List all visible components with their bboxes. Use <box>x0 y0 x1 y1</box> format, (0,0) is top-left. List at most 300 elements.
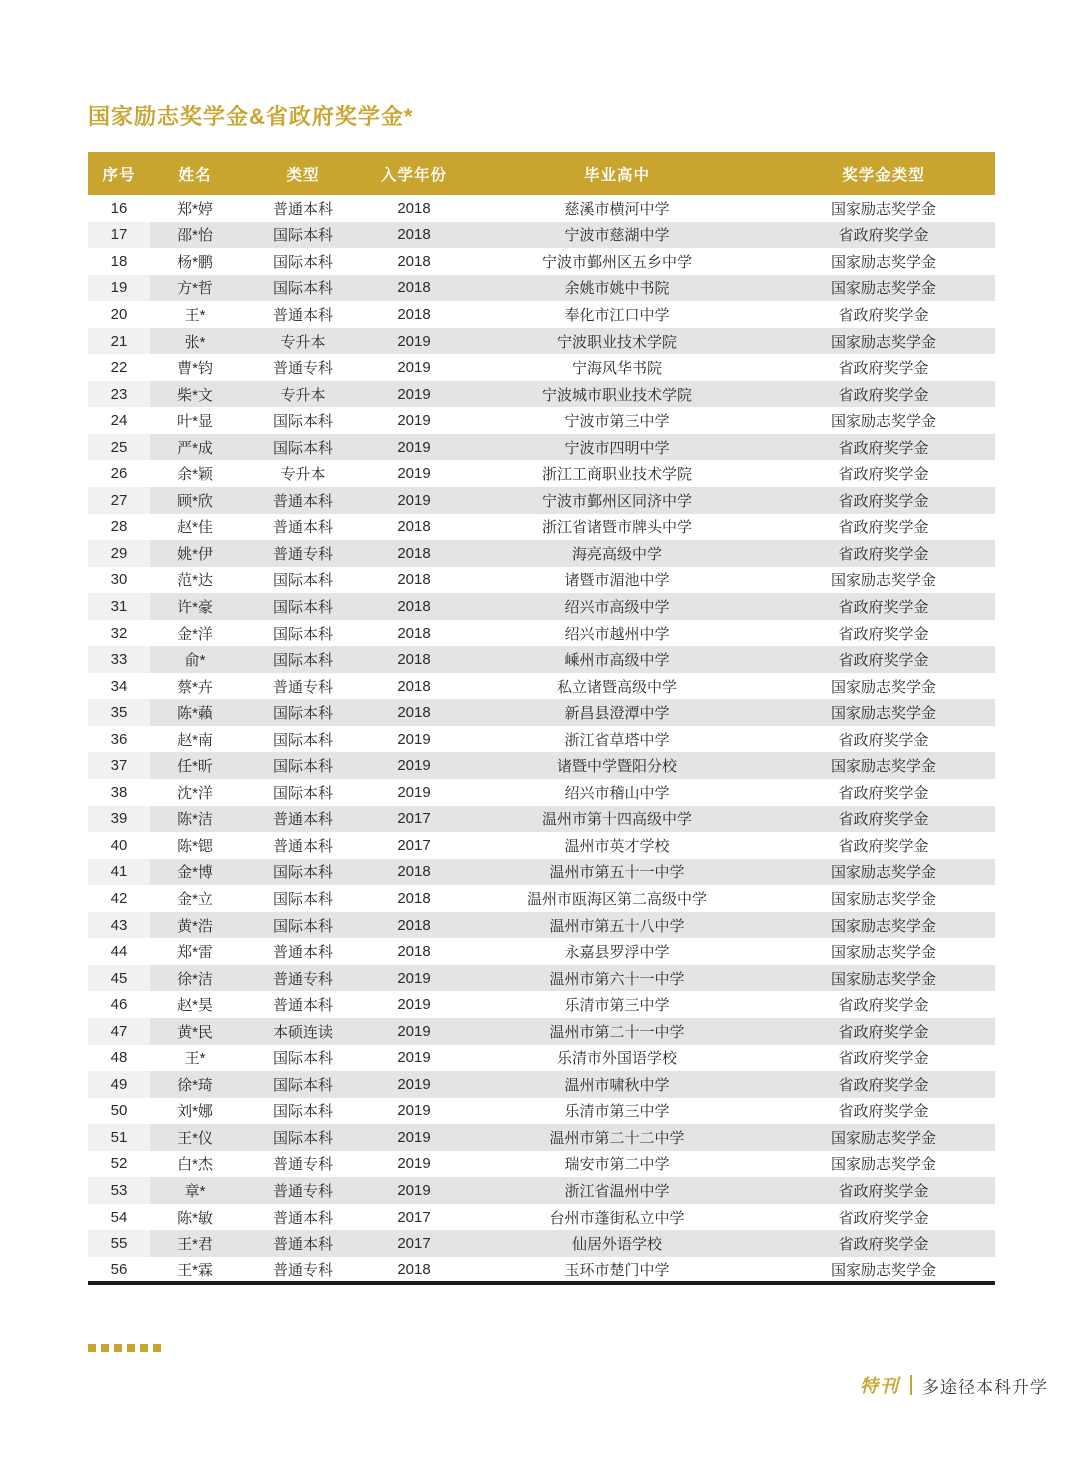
scholarship-cell: 国家励志奖学金 <box>772 938 995 965</box>
index-cell: 55 <box>88 1230 150 1257</box>
school-cell: 乐清市第三中学 <box>462 991 772 1018</box>
scholarship-table <box>88 152 995 1285</box>
name-cell: 王*仪 <box>150 1124 240 1151</box>
table-row <box>88 859 995 886</box>
name-cell: 沈*洋 <box>150 779 240 806</box>
dot <box>114 1344 122 1352</box>
year-cell: 2018 <box>366 1257 462 1284</box>
column-header: 毕业高中 <box>462 152 772 195</box>
scholarship-cell: 省政府奖学金 <box>772 540 995 567</box>
scholarship-cell: 省政府奖学金 <box>772 514 995 541</box>
school-cell: 乐清市第三中学 <box>462 1098 772 1125</box>
school-cell: 宁波市第三中学 <box>462 407 772 434</box>
year-cell: 2018 <box>366 699 462 726</box>
dot <box>127 1344 135 1352</box>
scholarship-cell: 省政府奖学金 <box>772 726 995 753</box>
scholarship-cell: 国家励志奖学金 <box>772 567 995 594</box>
table-row <box>88 965 995 992</box>
footer-separator-bar <box>910 1375 912 1395</box>
index-cell: 17 <box>88 222 150 249</box>
scholarship-cell: 省政府奖学金 <box>772 1018 995 1045</box>
type-cell: 普通本科 <box>240 1204 366 1231</box>
name-cell: 许*豪 <box>150 593 240 620</box>
index-cell: 41 <box>88 859 150 886</box>
table-row <box>88 620 995 647</box>
school-cell: 宁波城市职业技术学院 <box>462 381 772 408</box>
school-cell: 奉化市江口中学 <box>462 301 772 328</box>
school-cell: 浙江工商职业技术学院 <box>462 460 772 487</box>
school-cell: 绍兴市越州中学 <box>462 620 772 647</box>
year-cell: 2018 <box>366 593 462 620</box>
school-cell: 温州市第二十一中学 <box>462 1018 772 1045</box>
table-row <box>88 726 995 753</box>
column-header: 类型 <box>240 152 366 195</box>
school-cell: 温州市第五十一中学 <box>462 859 772 886</box>
year-cell: 2019 <box>366 752 462 779</box>
year-cell: 2018 <box>366 195 462 222</box>
name-cell: 王* <box>150 1045 240 1072</box>
type-cell: 国际本科 <box>240 434 366 461</box>
name-cell: 王*霖 <box>150 1257 240 1284</box>
scholarship-cell: 省政府奖学金 <box>772 354 995 381</box>
index-cell: 38 <box>88 779 150 806</box>
school-cell: 永嘉县罗浮中学 <box>462 938 772 965</box>
table-row <box>88 407 995 434</box>
index-cell: 26 <box>88 460 150 487</box>
scholarship-cell: 省政府奖学金 <box>772 487 995 514</box>
table-row <box>88 354 995 381</box>
type-cell: 国际本科 <box>240 593 366 620</box>
type-cell: 国际本科 <box>240 1045 366 1072</box>
scholarship-cell: 国家励志奖学金 <box>772 699 995 726</box>
table-row <box>88 673 995 700</box>
scholarship-cell: 省政府奖学金 <box>772 620 995 647</box>
index-cell: 22 <box>88 354 150 381</box>
index-cell: 28 <box>88 514 150 541</box>
type-cell: 普通本科 <box>240 806 366 833</box>
name-cell: 陈*洁 <box>150 806 240 833</box>
index-cell: 25 <box>88 434 150 461</box>
index-cell: 43 <box>88 912 150 939</box>
index-cell: 54 <box>88 1204 150 1231</box>
year-cell: 2019 <box>366 965 462 992</box>
type-cell: 国际本科 <box>240 620 366 647</box>
year-cell: 2018 <box>366 540 462 567</box>
type-cell: 普通本科 <box>240 487 366 514</box>
school-cell: 宁波市鄞州区五乡中学 <box>462 248 772 275</box>
year-cell: 2019 <box>366 1045 462 1072</box>
year-cell: 2019 <box>366 1071 462 1098</box>
type-cell: 国际本科 <box>240 912 366 939</box>
year-cell: 2017 <box>366 832 462 859</box>
index-cell: 24 <box>88 407 150 434</box>
table-row <box>88 646 995 673</box>
name-cell: 范*达 <box>150 567 240 594</box>
scholarship-cell: 省政府奖学金 <box>772 1204 995 1231</box>
table-row <box>88 1071 995 1098</box>
footer-tag: 特刊 <box>860 1376 900 1396</box>
name-cell: 赵*南 <box>150 726 240 753</box>
table-row <box>88 567 995 594</box>
scholarship-cell: 省政府奖学金 <box>772 593 995 620</box>
table-row <box>88 912 995 939</box>
year-cell: 2018 <box>366 938 462 965</box>
name-cell: 杨*鹏 <box>150 248 240 275</box>
type-cell: 国际本科 <box>240 275 366 302</box>
name-cell: 蔡*卉 <box>150 673 240 700</box>
school-cell: 宁波职业技术学院 <box>462 328 772 355</box>
year-cell: 2018 <box>366 275 462 302</box>
school-cell: 台州市蓬街私立中学 <box>462 1204 772 1231</box>
name-cell: 黄*浩 <box>150 912 240 939</box>
year-cell: 2019 <box>366 991 462 1018</box>
table-row <box>88 328 995 355</box>
table-row <box>88 1151 995 1178</box>
type-cell: 国际本科 <box>240 407 366 434</box>
type-cell: 普通专科 <box>240 965 366 992</box>
name-cell: 曹*钧 <box>150 354 240 381</box>
year-cell: 2017 <box>366 806 462 833</box>
type-cell: 国际本科 <box>240 699 366 726</box>
index-cell: 27 <box>88 487 150 514</box>
year-cell: 2019 <box>366 354 462 381</box>
footer-label: 多途径本科升学 <box>922 1377 1048 1397</box>
school-cell: 宁波市鄞州区同济中学 <box>462 487 772 514</box>
table-row <box>88 779 995 806</box>
name-cell: 白*杰 <box>150 1151 240 1178</box>
index-cell: 30 <box>88 567 150 594</box>
school-cell: 嵊州市高级中学 <box>462 646 772 673</box>
table-row <box>88 514 995 541</box>
school-cell: 温州市第十四高级中学 <box>462 806 772 833</box>
scholarship-cell: 国家励志奖学金 <box>772 1124 995 1151</box>
type-cell: 普通专科 <box>240 354 366 381</box>
name-cell: 金*博 <box>150 859 240 886</box>
column-header: 入学年份 <box>366 152 462 195</box>
scholarship-cell: 国家励志奖学金 <box>772 673 995 700</box>
name-cell: 金*立 <box>150 885 240 912</box>
year-cell: 2019 <box>366 1098 462 1125</box>
table-row <box>88 832 995 859</box>
type-cell: 普通本科 <box>240 1230 366 1257</box>
table-row <box>88 806 995 833</box>
school-cell: 宁海风华书院 <box>462 354 772 381</box>
school-cell: 诸暨中学暨阳分校 <box>462 752 772 779</box>
dot <box>140 1344 148 1352</box>
school-cell: 温州市英才学校 <box>462 832 772 859</box>
year-cell: 2019 <box>366 726 462 753</box>
table-row <box>88 222 995 249</box>
scholarship-cell: 国家励志奖学金 <box>772 912 995 939</box>
year-cell: 2019 <box>366 434 462 461</box>
index-cell: 18 <box>88 248 150 275</box>
name-cell: 陈*锶 <box>150 832 240 859</box>
name-cell: 赵*佳 <box>150 514 240 541</box>
index-cell: 45 <box>88 965 150 992</box>
index-cell: 32 <box>88 620 150 647</box>
scholarship-cell: 省政府奖学金 <box>772 222 995 249</box>
name-cell: 郑*雷 <box>150 938 240 965</box>
year-cell: 2017 <box>366 1204 462 1231</box>
type-cell: 普通专科 <box>240 1151 366 1178</box>
index-cell: 50 <box>88 1098 150 1125</box>
scholarship-cell: 国家励志奖学金 <box>772 275 995 302</box>
name-cell: 王*君 <box>150 1230 240 1257</box>
year-cell: 2019 <box>366 1124 462 1151</box>
index-cell: 16 <box>88 195 150 222</box>
type-cell: 普通本科 <box>240 195 366 222</box>
name-cell: 陈*藾 <box>150 699 240 726</box>
scholarship-cell: 国家励志奖学金 <box>772 195 995 222</box>
index-cell: 40 <box>88 832 150 859</box>
school-cell: 温州市瓯海区第二高级中学 <box>462 885 772 912</box>
index-cell: 56 <box>88 1257 150 1284</box>
scholarship-cell: 省政府奖学金 <box>772 434 995 461</box>
type-cell: 普通本科 <box>240 991 366 1018</box>
type-cell: 本硕连读 <box>240 1018 366 1045</box>
name-cell: 余*颖 <box>150 460 240 487</box>
type-cell: 普通本科 <box>240 301 366 328</box>
scholarship-table-container <box>88 152 995 1285</box>
page-title: 国家励志奖学金&省政府奖学金* <box>88 104 414 129</box>
year-cell: 2019 <box>366 1151 462 1178</box>
name-cell: 刘*娜 <box>150 1098 240 1125</box>
scholarship-cell: 省政府奖学金 <box>772 1177 995 1204</box>
name-cell: 陈*敏 <box>150 1204 240 1231</box>
dots-decoration <box>88 1344 161 1352</box>
type-cell: 国际本科 <box>240 1071 366 1098</box>
year-cell: 2018 <box>366 514 462 541</box>
year-cell: 2018 <box>366 222 462 249</box>
index-cell: 19 <box>88 275 150 302</box>
index-cell: 47 <box>88 1018 150 1045</box>
dot <box>101 1344 109 1352</box>
school-cell: 海亮高级中学 <box>462 540 772 567</box>
year-cell: 2018 <box>366 248 462 275</box>
school-cell: 瑞安市第二中学 <box>462 1151 772 1178</box>
year-cell: 2017 <box>366 1230 462 1257</box>
scholarship-cell: 省政府奖学金 <box>772 779 995 806</box>
index-cell: 35 <box>88 699 150 726</box>
type-cell: 国际本科 <box>240 248 366 275</box>
type-cell: 专升本 <box>240 460 366 487</box>
name-cell: 赵*昊 <box>150 991 240 1018</box>
name-cell: 徐*琦 <box>150 1071 240 1098</box>
table-row <box>88 1124 995 1151</box>
school-cell: 宁波市慈湖中学 <box>462 222 772 249</box>
year-cell: 2018 <box>366 567 462 594</box>
school-cell: 浙江省温州中学 <box>462 1177 772 1204</box>
table-row <box>88 1018 995 1045</box>
name-cell: 金*洋 <box>150 620 240 647</box>
scholarship-cell: 国家励志奖学金 <box>772 885 995 912</box>
table-row <box>88 991 995 1018</box>
scholarship-cell: 省政府奖学金 <box>772 1230 995 1257</box>
scholarship-cell: 省政府奖学金 <box>772 806 995 833</box>
school-cell: 宁波市四明中学 <box>462 434 772 461</box>
table-row <box>88 195 995 222</box>
index-cell: 53 <box>88 1177 150 1204</box>
year-cell: 2019 <box>366 381 462 408</box>
index-cell: 42 <box>88 885 150 912</box>
name-cell: 姚*伊 <box>150 540 240 567</box>
index-cell: 33 <box>88 646 150 673</box>
table-row <box>88 938 995 965</box>
index-cell: 36 <box>88 726 150 753</box>
school-cell: 余姚市姚中书院 <box>462 275 772 302</box>
year-cell: 2018 <box>366 620 462 647</box>
column-header: 姓名 <box>150 152 240 195</box>
type-cell: 国际本科 <box>240 1098 366 1125</box>
type-cell: 国际本科 <box>240 779 366 806</box>
scholarship-cell: 国家励志奖学金 <box>772 328 995 355</box>
column-header: 序号 <box>88 152 150 195</box>
scholarship-cell: 省政府奖学金 <box>772 460 995 487</box>
scholarship-cell: 省政府奖学金 <box>772 832 995 859</box>
table-row <box>88 1204 995 1231</box>
table-row <box>88 885 995 912</box>
scholarship-cell: 国家励志奖学金 <box>772 407 995 434</box>
table-row <box>88 301 995 328</box>
year-cell: 2019 <box>366 1018 462 1045</box>
scholarship-cell: 省政府奖学金 <box>772 1098 995 1125</box>
year-cell: 2019 <box>366 328 462 355</box>
school-cell: 浙江省草塔中学 <box>462 726 772 753</box>
table-row <box>88 540 995 567</box>
name-cell: 叶*显 <box>150 407 240 434</box>
name-cell: 顾*欣 <box>150 487 240 514</box>
scholarship-cell: 国家励志奖学金 <box>772 1257 995 1284</box>
school-cell: 温州市第二十二中学 <box>462 1124 772 1151</box>
year-cell: 2018 <box>366 673 462 700</box>
school-cell: 温州市啸秋中学 <box>462 1071 772 1098</box>
index-cell: 48 <box>88 1045 150 1072</box>
index-cell: 44 <box>88 938 150 965</box>
year-cell: 2018 <box>366 885 462 912</box>
table-header-row <box>88 152 995 195</box>
school-cell: 乐清市外国语学校 <box>462 1045 772 1072</box>
table-row <box>88 1230 995 1257</box>
table-row <box>88 752 995 779</box>
scholarship-cell: 省政府奖学金 <box>772 301 995 328</box>
type-cell: 专升本 <box>240 328 366 355</box>
type-cell: 普通本科 <box>240 938 366 965</box>
scholarship-cell: 国家励志奖学金 <box>772 248 995 275</box>
scholarship-cell: 国家励志奖学金 <box>772 752 995 779</box>
name-cell: 柴*文 <box>150 381 240 408</box>
type-cell: 普通本科 <box>240 514 366 541</box>
school-cell: 慈溪市横河中学 <box>462 195 772 222</box>
type-cell: 国际本科 <box>240 885 366 912</box>
table-row <box>88 1257 995 1284</box>
index-cell: 23 <box>88 381 150 408</box>
school-cell: 玉环市楚门中学 <box>462 1257 772 1284</box>
name-cell: 俞* <box>150 646 240 673</box>
table-row <box>88 248 995 275</box>
table-row <box>88 699 995 726</box>
index-cell: 46 <box>88 991 150 1018</box>
scholarship-cell: 国家励志奖学金 <box>772 1151 995 1178</box>
table-body <box>88 195 995 1283</box>
school-cell: 绍兴市高级中学 <box>462 593 772 620</box>
scholarship-cell: 省政府奖学金 <box>772 646 995 673</box>
scholarship-cell: 省政府奖学金 <box>772 991 995 1018</box>
school-cell: 温州市第五十八中学 <box>462 912 772 939</box>
year-cell: 2018 <box>366 646 462 673</box>
name-cell: 方*哲 <box>150 275 240 302</box>
scholarship-cell: 国家励志奖学金 <box>772 859 995 886</box>
type-cell: 国际本科 <box>240 859 366 886</box>
type-cell: 普通专科 <box>240 673 366 700</box>
table-row <box>88 275 995 302</box>
year-cell: 2019 <box>366 487 462 514</box>
type-cell: 国际本科 <box>240 646 366 673</box>
type-cell: 普通本科 <box>240 832 366 859</box>
table-row <box>88 1177 995 1204</box>
school-cell: 私立诸暨高级中学 <box>462 673 772 700</box>
index-cell: 34 <box>88 673 150 700</box>
index-cell: 29 <box>88 540 150 567</box>
table-row <box>88 434 995 461</box>
type-cell: 普通专科 <box>240 1257 366 1284</box>
name-cell: 张* <box>150 328 240 355</box>
column-header: 奖学金类型 <box>772 152 995 195</box>
school-cell: 仙居外语学校 <box>462 1230 772 1257</box>
school-cell: 诸暨市湄池中学 <box>462 567 772 594</box>
type-cell: 普通专科 <box>240 540 366 567</box>
table-row <box>88 1045 995 1072</box>
name-cell: 黄*民 <box>150 1018 240 1045</box>
name-cell: 郑*婷 <box>150 195 240 222</box>
index-cell: 37 <box>88 752 150 779</box>
school-cell: 温州市第六十一中学 <box>462 965 772 992</box>
table-row <box>88 593 995 620</box>
name-cell: 严*成 <box>150 434 240 461</box>
table-row <box>88 1098 995 1125</box>
name-cell: 章* <box>150 1177 240 1204</box>
type-cell: 国际本科 <box>240 752 366 779</box>
type-cell: 国际本科 <box>240 567 366 594</box>
type-cell: 国际本科 <box>240 1124 366 1151</box>
scholarship-cell: 省政府奖学金 <box>772 381 995 408</box>
index-cell: 51 <box>88 1124 150 1151</box>
year-cell: 2019 <box>366 1177 462 1204</box>
dot <box>153 1344 161 1352</box>
index-cell: 31 <box>88 593 150 620</box>
index-cell: 20 <box>88 301 150 328</box>
name-cell: 邵*怡 <box>150 222 240 249</box>
year-cell: 2018 <box>366 301 462 328</box>
index-cell: 39 <box>88 806 150 833</box>
type-cell: 国际本科 <box>240 726 366 753</box>
type-cell: 专升本 <box>240 381 366 408</box>
table-row <box>88 381 995 408</box>
index-cell: 21 <box>88 328 150 355</box>
school-cell: 绍兴市稽山中学 <box>462 779 772 806</box>
name-cell: 王* <box>150 301 240 328</box>
year-cell: 2019 <box>366 407 462 434</box>
school-cell: 新昌县澄潭中学 <box>462 699 772 726</box>
type-cell: 国际本科 <box>240 222 366 249</box>
scholarship-cell: 省政府奖学金 <box>772 1045 995 1072</box>
scholarship-cell: 省政府奖学金 <box>772 1071 995 1098</box>
index-cell: 49 <box>88 1071 150 1098</box>
type-cell: 普通专科 <box>240 1177 366 1204</box>
school-cell: 浙江省诸暨市牌头中学 <box>462 514 772 541</box>
year-cell: 2018 <box>366 859 462 886</box>
table-row <box>88 460 995 487</box>
year-cell: 2019 <box>366 779 462 806</box>
